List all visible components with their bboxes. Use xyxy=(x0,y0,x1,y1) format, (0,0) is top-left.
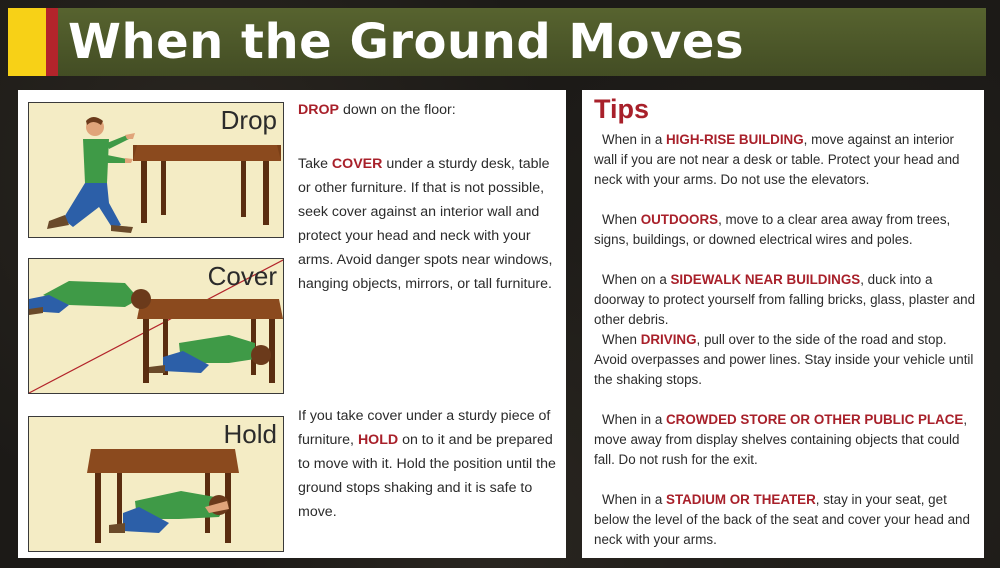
tip-rest: , pull over to the side of the road and stop. Avoid overpasses and power lines. Stay inside your vehicle until the shaking stops. xyxy=(594,332,974,387)
tip-high-rise xyxy=(594,130,976,190)
tip-rest: , stay in your seat, get below the level of the back of the seat and cover your head and neck with your arms. xyxy=(594,492,970,547)
tip-pre: When in a xyxy=(602,492,667,507)
tip-rest: , move against an interior wall if you are not near a desk or table. Protect your head and neck with your arms. Do not use the elevators. xyxy=(594,132,960,187)
hold-text xyxy=(298,404,556,524)
drop-keyword: DROP xyxy=(298,102,339,118)
tip-keyword: STADIUM OR THEATER xyxy=(666,492,816,507)
cover-pre: Take xyxy=(298,156,332,172)
tip-keyword: DRIVING xyxy=(640,332,697,347)
cover-rest: under a sturdy desk, table or other furniture. If that is not possible, seek cover against an interior wall and protect your head and neck with your arms. Avoid danger spots near windows, hanging objects, mirrors, or tall furniture. xyxy=(298,156,553,292)
hold-keyword: HOLD xyxy=(357,432,399,448)
page-title: When the Ground Moves xyxy=(68,14,745,70)
drop-illustration xyxy=(28,102,284,238)
tips-panel xyxy=(582,90,984,558)
tip-keyword: OUTDOORS xyxy=(640,212,719,227)
red-stripe xyxy=(46,8,58,76)
yellow-stripe xyxy=(8,8,46,76)
tip-rest: , move away from display shelves containing objects that could fall. Do not rush for the exit. xyxy=(594,412,968,467)
hold-label: Hold xyxy=(223,419,277,449)
cover-keyword: COVER xyxy=(331,156,383,172)
tip-crowded-store xyxy=(594,410,976,470)
tip-keyword: CROWDED STORE OR OTHER PUBLIC PLACE xyxy=(666,412,964,427)
tip-pre: When xyxy=(602,332,641,347)
tip-pre: When on a xyxy=(602,272,671,287)
tip-keyword: HIGH-RISE BUILDING xyxy=(666,132,804,147)
tip-sidewalk xyxy=(594,270,976,330)
drop-cover-hold-panel xyxy=(18,90,566,558)
hold-rest: on to it and be prepared to move with it. Hold the position until the ground stops shaking and it is safe to move. xyxy=(298,432,556,520)
cover-text xyxy=(298,152,556,296)
title-bar xyxy=(8,8,986,76)
tip-keyword: SIDEWALK NEAR BUILDINGS xyxy=(670,272,861,287)
hold-pre: If you take cover under a sturdy piece of furniture, xyxy=(298,408,551,448)
tip-stadium xyxy=(594,490,976,550)
drop-label: Drop xyxy=(220,105,277,135)
drop-rest: down on the floor: xyxy=(339,102,456,118)
tip-pre: When in a xyxy=(602,132,667,147)
tip-rest: , duck into a doorway to protect yourself from falling bricks, glass, plaster and other debris. xyxy=(594,272,976,327)
drop-text xyxy=(298,98,556,122)
tip-pre: When xyxy=(602,212,641,227)
tip-outdoors xyxy=(594,210,976,250)
cover-illustration xyxy=(28,258,284,394)
tip-driving xyxy=(594,330,976,390)
cover-label: Cover xyxy=(207,261,277,291)
hold-illustration xyxy=(28,416,284,552)
tip-rest: , move to a clear area away from trees, signs, buildings, or downed electrical wires and poles. xyxy=(594,212,951,247)
tips-title: Tips xyxy=(594,94,650,124)
tip-pre: When in a xyxy=(602,412,667,427)
